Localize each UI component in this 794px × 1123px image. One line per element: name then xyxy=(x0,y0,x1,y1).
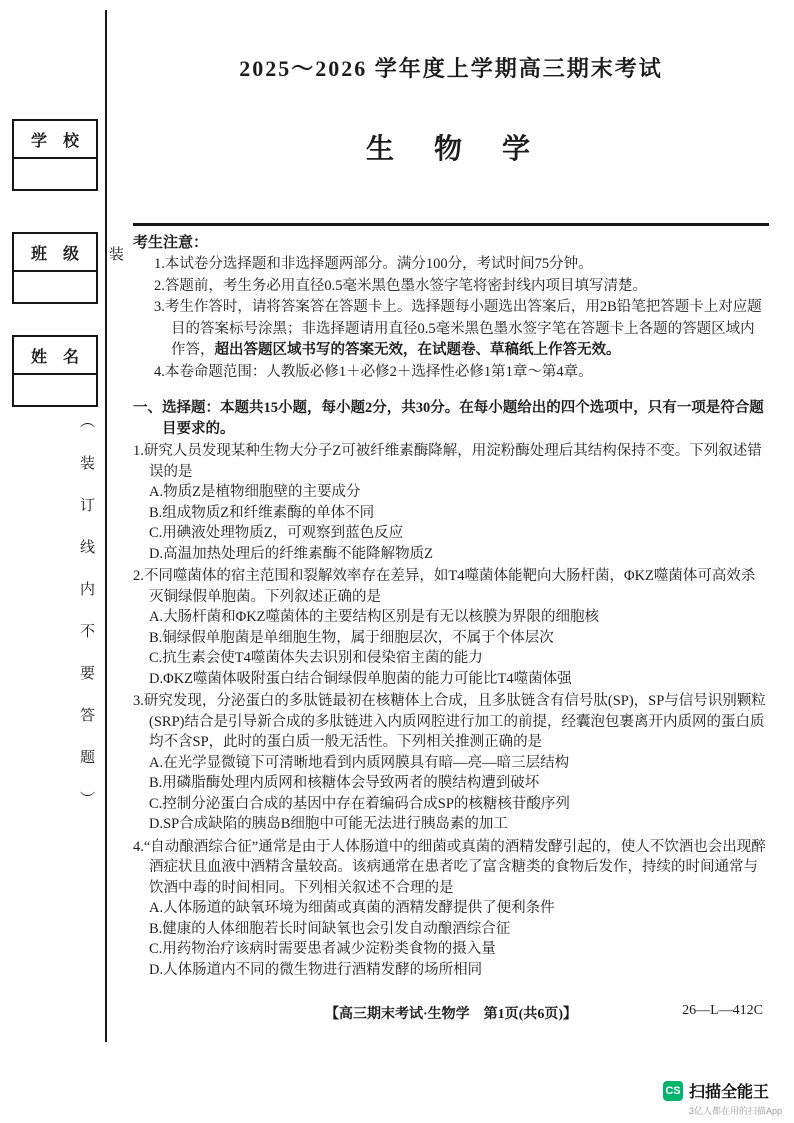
school-field-box xyxy=(12,119,98,191)
class-field-box xyxy=(12,232,98,304)
question-1 xyxy=(133,441,769,564)
subject-title: 生 物 学 xyxy=(365,134,536,165)
section-heading-choice: 一、选择题：本题共15小题，每小题2分，共30分。在每小题给出的四个选项中，只有一项是符合题目要求的。 xyxy=(133,400,764,437)
binding-notice-vertical-text: （装订线内不要答题） xyxy=(78,413,94,833)
school-fill-cell xyxy=(14,159,96,189)
scanner-watermark xyxy=(663,1079,782,1117)
question-1-option-d: D.高温加热处理后的纤维素酶不能降解物质Z xyxy=(149,545,433,562)
binding-seam-char: 装 xyxy=(109,247,125,263)
question-1-option-a: A.物质Z是植物细胞壁的主要成分 xyxy=(149,484,361,500)
main-content xyxy=(133,40,769,980)
footer-paper-code: 26—L—412C xyxy=(682,1003,763,1018)
notice-item-3-bold-text: 超出答题区域书写的答案无效，在试题卷、草稿纸上作答无效。 xyxy=(214,342,621,358)
question-1-stem: 1.研究人员发现某种生物大分子Z可被纤维素酶降解，用淀粉酶处理后其结构保持不变。下列叙述错误的是 xyxy=(133,443,762,480)
notice-list xyxy=(154,254,769,383)
class-fill-cell xyxy=(14,272,96,302)
exam-title: 2025～2026 学年度上学期高三期末考试 xyxy=(239,56,663,81)
question-3-option-c: C.控制分泌蛋白合成的基因中存在着编码合成SP的核糖核苷酸序列 xyxy=(149,795,570,812)
question-4-option-a: A.人体肠道的缺氧环境为细菌或真菌的酒精发酵提供了便利条件 xyxy=(149,900,555,916)
question-1-option-b: B.组成物质Z和纤维素酶的单体不同 xyxy=(149,504,375,521)
scanner-tagline: 3亿人都在用的扫描App xyxy=(688,1106,782,1116)
question-4 xyxy=(133,837,769,981)
notice-item-4: 4.本卷命题范围：人教版必修1＋必修2＋选择性必修1第1章～第4章。 xyxy=(154,363,593,380)
question-3-option-a: A.在光学显微镜下可清晰地看到内质网膜具有暗—亮—暗三层结构 xyxy=(149,754,570,771)
notice-item-3-text: 3.考生作答时，请将答案答在答题卡上。选择题每小题选出答案后，用2B铅笔把答题卡上对应题目的答案标号涂黑；非选择题请用直径0.5毫米黑色墨水签字笔在答题卡上各题的答题区域内作答， xyxy=(154,299,762,358)
question-3 xyxy=(133,691,769,835)
camscanner-logo-icon: CS xyxy=(663,1081,683,1101)
school-label: 学 校 xyxy=(14,121,96,159)
question-4-option-d: D.人体肠道内不同的微生物进行酒精发酵的场所相同 xyxy=(149,961,483,978)
name-fill-cell xyxy=(14,375,96,405)
page-footer xyxy=(133,1003,769,1023)
question-2-option-d: D.ΦKZ噬菌体吸附蛋白结合铜绿假单胞菌的能力可能比T4噬菌体强 xyxy=(149,670,572,687)
question-3-option-d: D.SP合成缺陷的胰岛B细胞中可能无法进行胰岛素的加工 xyxy=(149,816,508,832)
question-1-option-c: C.用碘液处理物质Z，可观察到蓝色反应 xyxy=(149,525,404,541)
question-2-option-c: C.抗生素会使T4噬菌体失去识别和侵染宿主菌的能力 xyxy=(149,650,483,666)
question-2-option-b: B.铜绿假单胞菌是单细胞生物，属于细胞层次，不属于个体层次 xyxy=(149,629,554,646)
scanner-brand-name: 扫描全能王 xyxy=(688,1084,769,1101)
question-2 xyxy=(133,566,769,689)
notice-heading: 考生注意： xyxy=(133,235,209,251)
question-4-option-b: B.健康的人体细胞若长时间缺氧也会引发自动酿酒综合征 xyxy=(149,920,511,937)
question-3-option-b: B.用磷脂酶处理内质网和核糖体会导致两者的膜结构遭到破坏 xyxy=(149,775,540,791)
question-4-stem: 4.“自动酿酒综合征”通常是由于人体肠道中的细菌或真菌的酒精发酵引起的，使人不饮酒也会出现醉酒症状且血液中酒精含量较高。该病通常在患者吃了富含糖类的食物后发作，持续的时间通常与饮酒中毒的时间相同。下列相关叙述不合理的是 xyxy=(133,838,766,896)
name-field-box xyxy=(12,335,98,407)
scanner-watermark-row xyxy=(663,1079,782,1102)
notice-item-2: 2.答题前，考生务必用直径0.5毫米黑色墨水签字笔将密封线内项目填写清楚。 xyxy=(154,277,647,294)
binding-line xyxy=(105,10,107,1042)
question-2-option-a: A.大肠杆菌和ΦKZ噬菌体的主要结构区别是有无以核膜为界限的细胞核 xyxy=(149,609,600,625)
class-label: 班 级 xyxy=(14,234,96,272)
question-4-option-c: C.用药物治疗该病时需要患者减少淀粉类食物的摄入量 xyxy=(149,941,496,957)
notice-item-3 xyxy=(154,297,769,362)
notice-item-1: 1.本试卷分选择题和非选择题两部分。满分100分，考试时间75分钟。 xyxy=(154,256,593,272)
footer-exam-page-label: 【高三期末考试·生物学 第1页(共6页)】 xyxy=(325,1007,577,1022)
question-3-stem: 3.研究发现，分泌蛋白的多肽链最初在核糖体上合成，且多肽链含有信号肽(SP)，SP与信号识别颗粒(SRP)结合是引导新合成的多肽链进入内质网腔进行加工的前提，经囊泡包裹离开内质网的蛋白质均不含SP，此时的蛋白质一般无活性。下列相关推测正确的是 xyxy=(133,693,766,750)
name-label: 姓 名 xyxy=(14,337,96,375)
divider-rule xyxy=(133,223,769,226)
question-2-stem: 2.不同噬菌体的宿主范围和裂解效率存在差异，如T4噬菌体能靶向大肠杆菌，ΦKZ噬菌体可高效杀灭铜绿假单胞菌。下列叙述正确的是 xyxy=(133,568,756,605)
